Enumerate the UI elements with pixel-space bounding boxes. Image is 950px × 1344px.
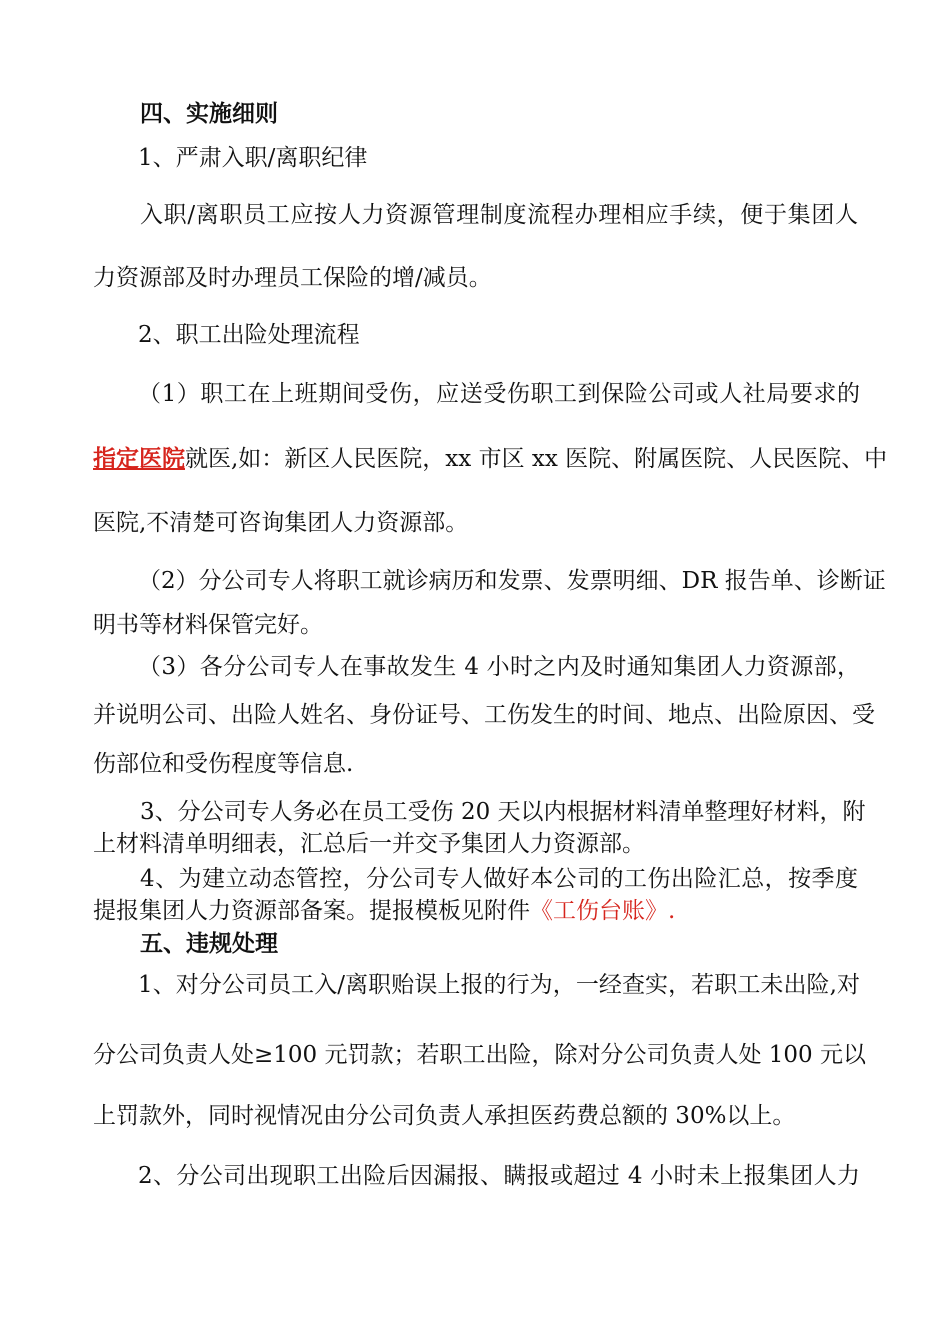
paragraph-text: 就医,如：新区人民医院，xx 市区 xx 医院、附属医院、人民医院、中 — [185, 446, 888, 472]
paragraph-line — [93, 896, 861, 926]
paragraph-line: 力资源部及时办理员工保险的增/减员。 — [93, 265, 492, 291]
subsection-title-4-2: 2、职工出险处理流程 — [138, 322, 360, 348]
paragraph-text: 提报集团人力资源部备案。提报模板见附件 — [93, 898, 530, 924]
paragraph-line: 入职/离职员工应按人力资源管理制度流程办理相应手续，便于集团人 — [140, 202, 858, 228]
paragraph-line: 上材料清单明细表，汇总后一并交予集团人力资源部。 — [93, 831, 645, 857]
designated-hospital-link[interactable]: 指定医院 — [93, 445, 185, 472]
paragraph-line: 明书等材料保管完好。 — [93, 612, 323, 638]
paragraph-line: 医院,不清楚可咨询集团人力资源部。 — [93, 510, 469, 536]
paragraph-line: （1）职工在上班期间受伤，应送受伤职工到保险公司或人社局要求的 — [138, 381, 860, 407]
paragraph-line: 并说明公司、出险人姓名、身份证号、工伤发生的时间、地点、出险原因、受 — [93, 702, 875, 728]
paragraph-line: 4、为建立动态管控，分公司专人做好本公司的工伤出险汇总，按季度 — [140, 866, 858, 892]
subsection-title-4-1: 1、严肃入职/离职纪律 — [138, 145, 368, 171]
paragraph-line: 上罚款外，同时视情况由分公司负责人承担医药费总额的 30%以上。 — [93, 1103, 796, 1129]
paragraph-line: 分公司负责人处≥100 元罚款；若职工出险，除对分公司负责人处 100 元以 — [93, 1042, 867, 1068]
section-heading-4: 四、实施细则 — [140, 100, 278, 127]
paragraph-line — [93, 444, 888, 474]
paragraph-line: （2）分公司专人将职工就诊病历和发票、发票明细、DR 报告单、诊断证 — [138, 568, 886, 594]
section-heading-5: 五、违规处理 — [140, 930, 278, 957]
paragraph-line: 3、分公司专人务必在员工受伤 20 天以内根据材料清单整理好材料，附 — [140, 799, 866, 825]
work-injury-ledger-reference: 《工伤台账》. — [530, 898, 676, 924]
paragraph-line: 2、分公司出现职工出险后因漏报、瞒报或超过 4 小时未上报集团人力 — [138, 1163, 860, 1189]
paragraph-line: （3）各分公司专人在事故发生 4 小时之内及时通知集团人力资源部， — [138, 654, 860, 680]
paragraph-line: 1、对分公司员工入/离职贻误上报的行为，一经查实，若职工未出险,对 — [138, 972, 860, 998]
paragraph-line: 伤部位和受伤程度等信息. — [93, 751, 354, 777]
